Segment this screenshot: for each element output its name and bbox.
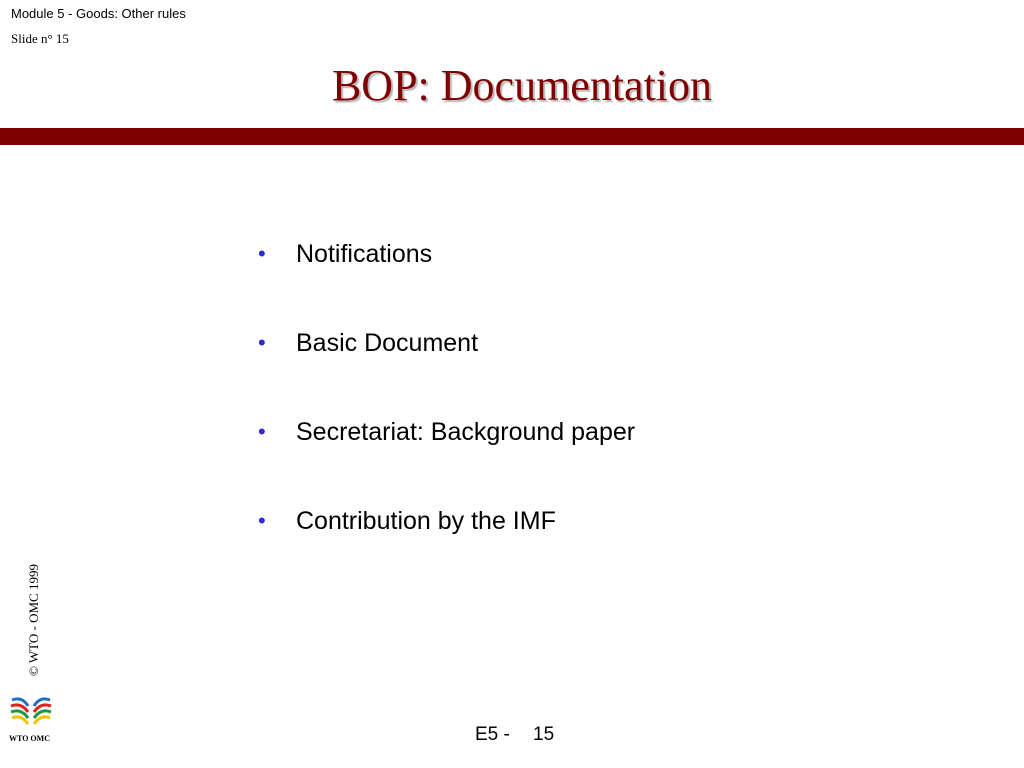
footer-page-number: 15 [533,724,555,745]
title-divider-bar [0,128,1024,145]
logo-text: WTO OMC [9,734,50,743]
bullet-text: Notifications [296,240,433,268]
copyright-notice: © WTO - OMC 1999 [26,564,41,676]
bullet-text: Contribution by the IMF [296,507,556,535]
slide-number: Slide n° 15 [11,31,69,46]
bullet-icon: • [258,330,266,355]
footer-code: E5 - [475,724,510,745]
bullet-text: Secretariat: Background paper [296,418,636,446]
bullet-icon: • [258,508,266,533]
bullet-icon: • [258,419,266,444]
bullet-icon: • [258,241,266,266]
slide-title: BOP: Documentation [331,61,713,110]
module-label: Module 5 - Goods: Other rules [11,6,186,21]
bullet-text: Basic Document [296,329,479,357]
